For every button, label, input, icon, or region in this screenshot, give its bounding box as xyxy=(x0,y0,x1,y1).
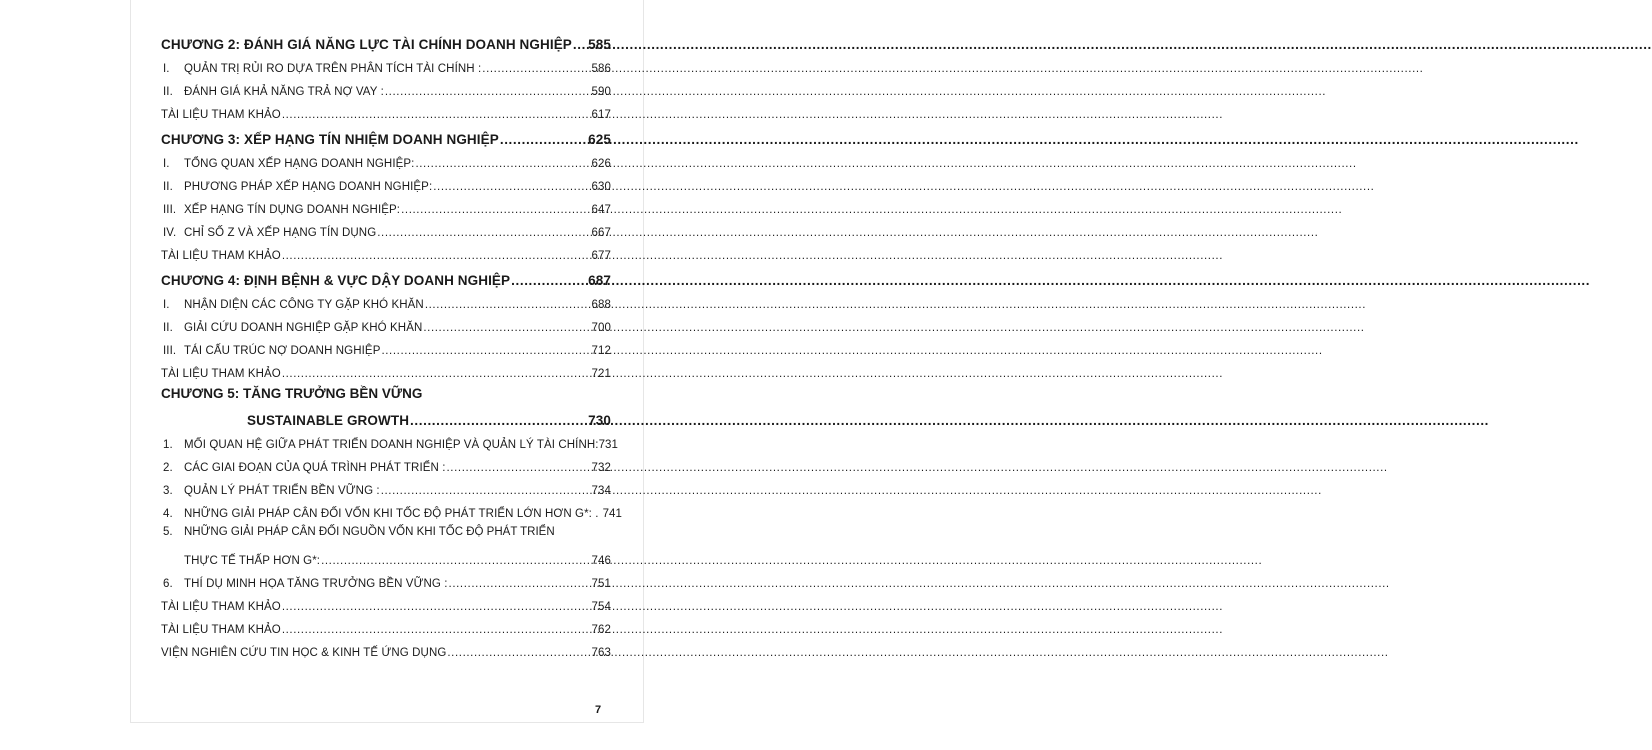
toc-references xyxy=(161,618,611,636)
dot-leader xyxy=(282,601,591,613)
page-number: 625 xyxy=(588,132,611,147)
page-number: 585 xyxy=(588,37,611,52)
dot-leader xyxy=(482,63,590,75)
entry-number: 6. xyxy=(163,578,173,590)
entry-number: I. xyxy=(163,158,170,170)
entry-label: TÁI CẤU TRÚC NỢ DOANH NGHIỆP xyxy=(184,345,381,357)
entry-number: II. xyxy=(163,86,173,98)
book-page xyxy=(130,0,644,723)
page-number: 626 xyxy=(591,158,611,170)
toc-chapter-2 xyxy=(161,32,611,52)
entry-number: I. xyxy=(163,299,170,311)
chapter-subtitle: SUSTAINABLE GROWTH xyxy=(247,413,410,428)
entry-number: I. xyxy=(163,63,170,75)
entry-number: II. xyxy=(163,322,173,334)
toc-entry xyxy=(161,293,611,311)
toc-entry xyxy=(161,175,611,193)
toc-chapter-3 xyxy=(161,127,611,147)
entry-label: PHƯƠNG PHÁP XẾP HẠNG DOANH NGHIỆP: xyxy=(184,181,433,193)
toc-references xyxy=(161,103,611,121)
dot-leader xyxy=(282,368,591,380)
toc-entry xyxy=(161,316,611,334)
entry-label: THÍ DỤ MINH HỌA TĂNG TRƯỞNG BỀN VỮNG : xyxy=(184,578,448,590)
entry-label-line1: NHỮNG GIẢI PHÁP CÂN ĐỐI NGUỒN VỐN KHI TỐC ĐỘ PHÁT TRIỂN xyxy=(184,526,555,538)
dot-leader xyxy=(377,227,590,239)
page-number: 677 xyxy=(591,250,611,262)
page-number: 763 xyxy=(591,647,611,659)
page-number: 741 xyxy=(602,508,623,520)
dot-leader xyxy=(415,158,590,170)
page-number: 730 xyxy=(588,413,611,428)
toc-institute xyxy=(161,641,611,659)
dot-leader xyxy=(573,37,587,52)
page-number: 688 xyxy=(591,299,611,311)
page-number: 751 xyxy=(591,578,611,590)
page-number: 630 xyxy=(591,181,611,193)
entry-number: 3. xyxy=(163,485,173,497)
entry-number: III. xyxy=(163,345,177,357)
dot-leader xyxy=(500,132,587,147)
entry-label: TÀI LIỆU THAM KHẢO xyxy=(161,368,281,380)
toc-references xyxy=(161,362,611,380)
toc-entry-wrapped-cont xyxy=(161,549,611,567)
dot-leader xyxy=(381,345,590,357)
entry-label: CÁC GIAI ĐOẠN CỦA QUÁ TRÌNH PHÁT TRIỂN : xyxy=(184,462,446,474)
dot-leader xyxy=(282,624,591,636)
dot-leader xyxy=(447,647,590,659)
toc-chapter-5-subtitle xyxy=(161,408,611,428)
entry-number: 2. xyxy=(163,462,173,474)
toc-chapter-4 xyxy=(161,268,611,288)
entry-label: VIỆN NGHIÊN CỨU TIN HỌC & KINH TẾ ỨNG DỤNG xyxy=(161,647,447,659)
entry-label: TÀI LIỆU THAM KHẢO xyxy=(161,250,281,262)
page-number: 647 xyxy=(591,204,611,216)
page-number: 731 xyxy=(598,439,619,451)
entry-label: XẾP HẠNG TÍN DỤNG DOANH NGHIỆP: xyxy=(184,204,401,216)
entry-number: IV. xyxy=(163,227,177,239)
entry-label: GIẢI CỨU DOANH NGHIỆP GẶP KHÓ KHĂN xyxy=(184,322,423,334)
dot-leader xyxy=(410,413,587,428)
entry-number: 4. xyxy=(163,508,173,520)
entry-label: NHỮNG GIẢI PHÁP CÂN ĐỐI VỐN KHI TỐC ĐỘ PHÁT TRIỂN LỚN HƠN G*: . xyxy=(184,508,599,520)
entry-number: III. xyxy=(163,204,177,216)
toc-references xyxy=(161,595,611,613)
dot-leader xyxy=(401,204,590,216)
page-number: 617 xyxy=(591,109,611,121)
toc-entry xyxy=(161,456,611,474)
page-number: 590 xyxy=(591,86,611,98)
entry-label: QUẢN TRỊ RỦI RO DỰA TRÊN PHÂN TÍCH TÀI CHÍNH : xyxy=(184,63,482,75)
page-number: 754 xyxy=(591,601,611,613)
entry-label-line2: THỰC TẾ THẤP HƠN G*: xyxy=(184,555,321,567)
page-number: 700 xyxy=(591,322,611,334)
page-number: 732 xyxy=(591,462,611,474)
chapter-title: CHƯƠNG 2: ĐÁNH GIÁ NĂNG LỰC TÀI CHÍNH DOANH NGHIỆP xyxy=(161,37,572,52)
dot-leader xyxy=(425,299,591,311)
toc-entry xyxy=(161,198,611,216)
toc-entry-wrapped xyxy=(161,526,611,544)
entry-label: TÀI LIỆU THAM KHẢO xyxy=(161,624,281,636)
dot-leader xyxy=(381,485,591,497)
page-number: 687 xyxy=(588,273,611,288)
table-of-contents xyxy=(161,32,623,659)
dot-leader xyxy=(385,86,591,98)
toc-entry xyxy=(161,339,611,357)
entry-label: TÀI LIỆU THAM KHẢO xyxy=(161,109,281,121)
entry-label: TÀI LIỆU THAM KHẢO xyxy=(161,601,281,613)
dot-leader xyxy=(423,322,590,334)
entry-number: II. xyxy=(163,181,173,193)
dot-leader xyxy=(449,578,591,590)
dot-leader xyxy=(282,250,591,262)
toc-entry xyxy=(161,80,611,98)
dot-leader xyxy=(433,181,590,193)
chapter-title: CHƯƠNG 3: XẾP HẠNG TÍN NHIỆM DOANH NGHIỆP xyxy=(161,132,499,147)
page-folio-number: 7 xyxy=(595,704,602,716)
toc-entry xyxy=(161,502,623,520)
entry-label: MỐI QUAN HỆ GIỮA PHÁT TRIỂN DOANH NGHIỆP VÀ QUẢN LÝ TÀI CHÍNH: xyxy=(184,439,599,451)
entry-label: QUẢN LÝ PHÁT TRIỂN BỀN VỮNG : xyxy=(184,485,380,497)
entry-number: 1. xyxy=(163,439,173,451)
toc-entry xyxy=(161,479,611,497)
entry-label: ĐÁNH GIÁ KHẢ NĂNG TRẢ NỢ VAY : xyxy=(184,86,384,98)
dot-leader xyxy=(511,273,587,288)
entry-number: 5. xyxy=(163,526,173,538)
dot-leader xyxy=(321,555,590,567)
page-number: 734 xyxy=(591,485,611,497)
entry-label: NHẬN DIỆN CÁC CÔNG TY GẶP KHÓ KHĂN xyxy=(184,299,424,311)
page-number: 712 xyxy=(591,345,611,357)
dot-leader xyxy=(447,462,591,474)
toc-chapter-5-title: CHƯƠNG 5: TĂNG TRƯỞNG BỀN VỮNG xyxy=(161,386,423,401)
page-number: 762 xyxy=(591,624,611,636)
page-number: 746 xyxy=(591,555,611,567)
dot-leader xyxy=(282,109,591,121)
entry-label: TỔNG QUAN XẾP HẠNG DOANH NGHIỆP: xyxy=(184,158,415,170)
page-number: 721 xyxy=(591,368,611,380)
toc-references xyxy=(161,244,611,262)
page-number: 667 xyxy=(591,227,611,239)
chapter-title: CHƯƠNG 4: ĐỊNH BỆNH & VỰC DẬY DOANH NGHIỆP xyxy=(161,273,511,288)
toc-entry xyxy=(161,221,611,239)
toc-entry xyxy=(161,57,611,75)
entry-label: CHỈ SỐ Z VÀ XẾP HẠNG TÍN DỤNG xyxy=(184,227,377,239)
page-number: 586 xyxy=(591,63,611,75)
toc-entry xyxy=(161,152,611,170)
toc-entry xyxy=(161,433,619,451)
toc-entry xyxy=(161,572,611,590)
